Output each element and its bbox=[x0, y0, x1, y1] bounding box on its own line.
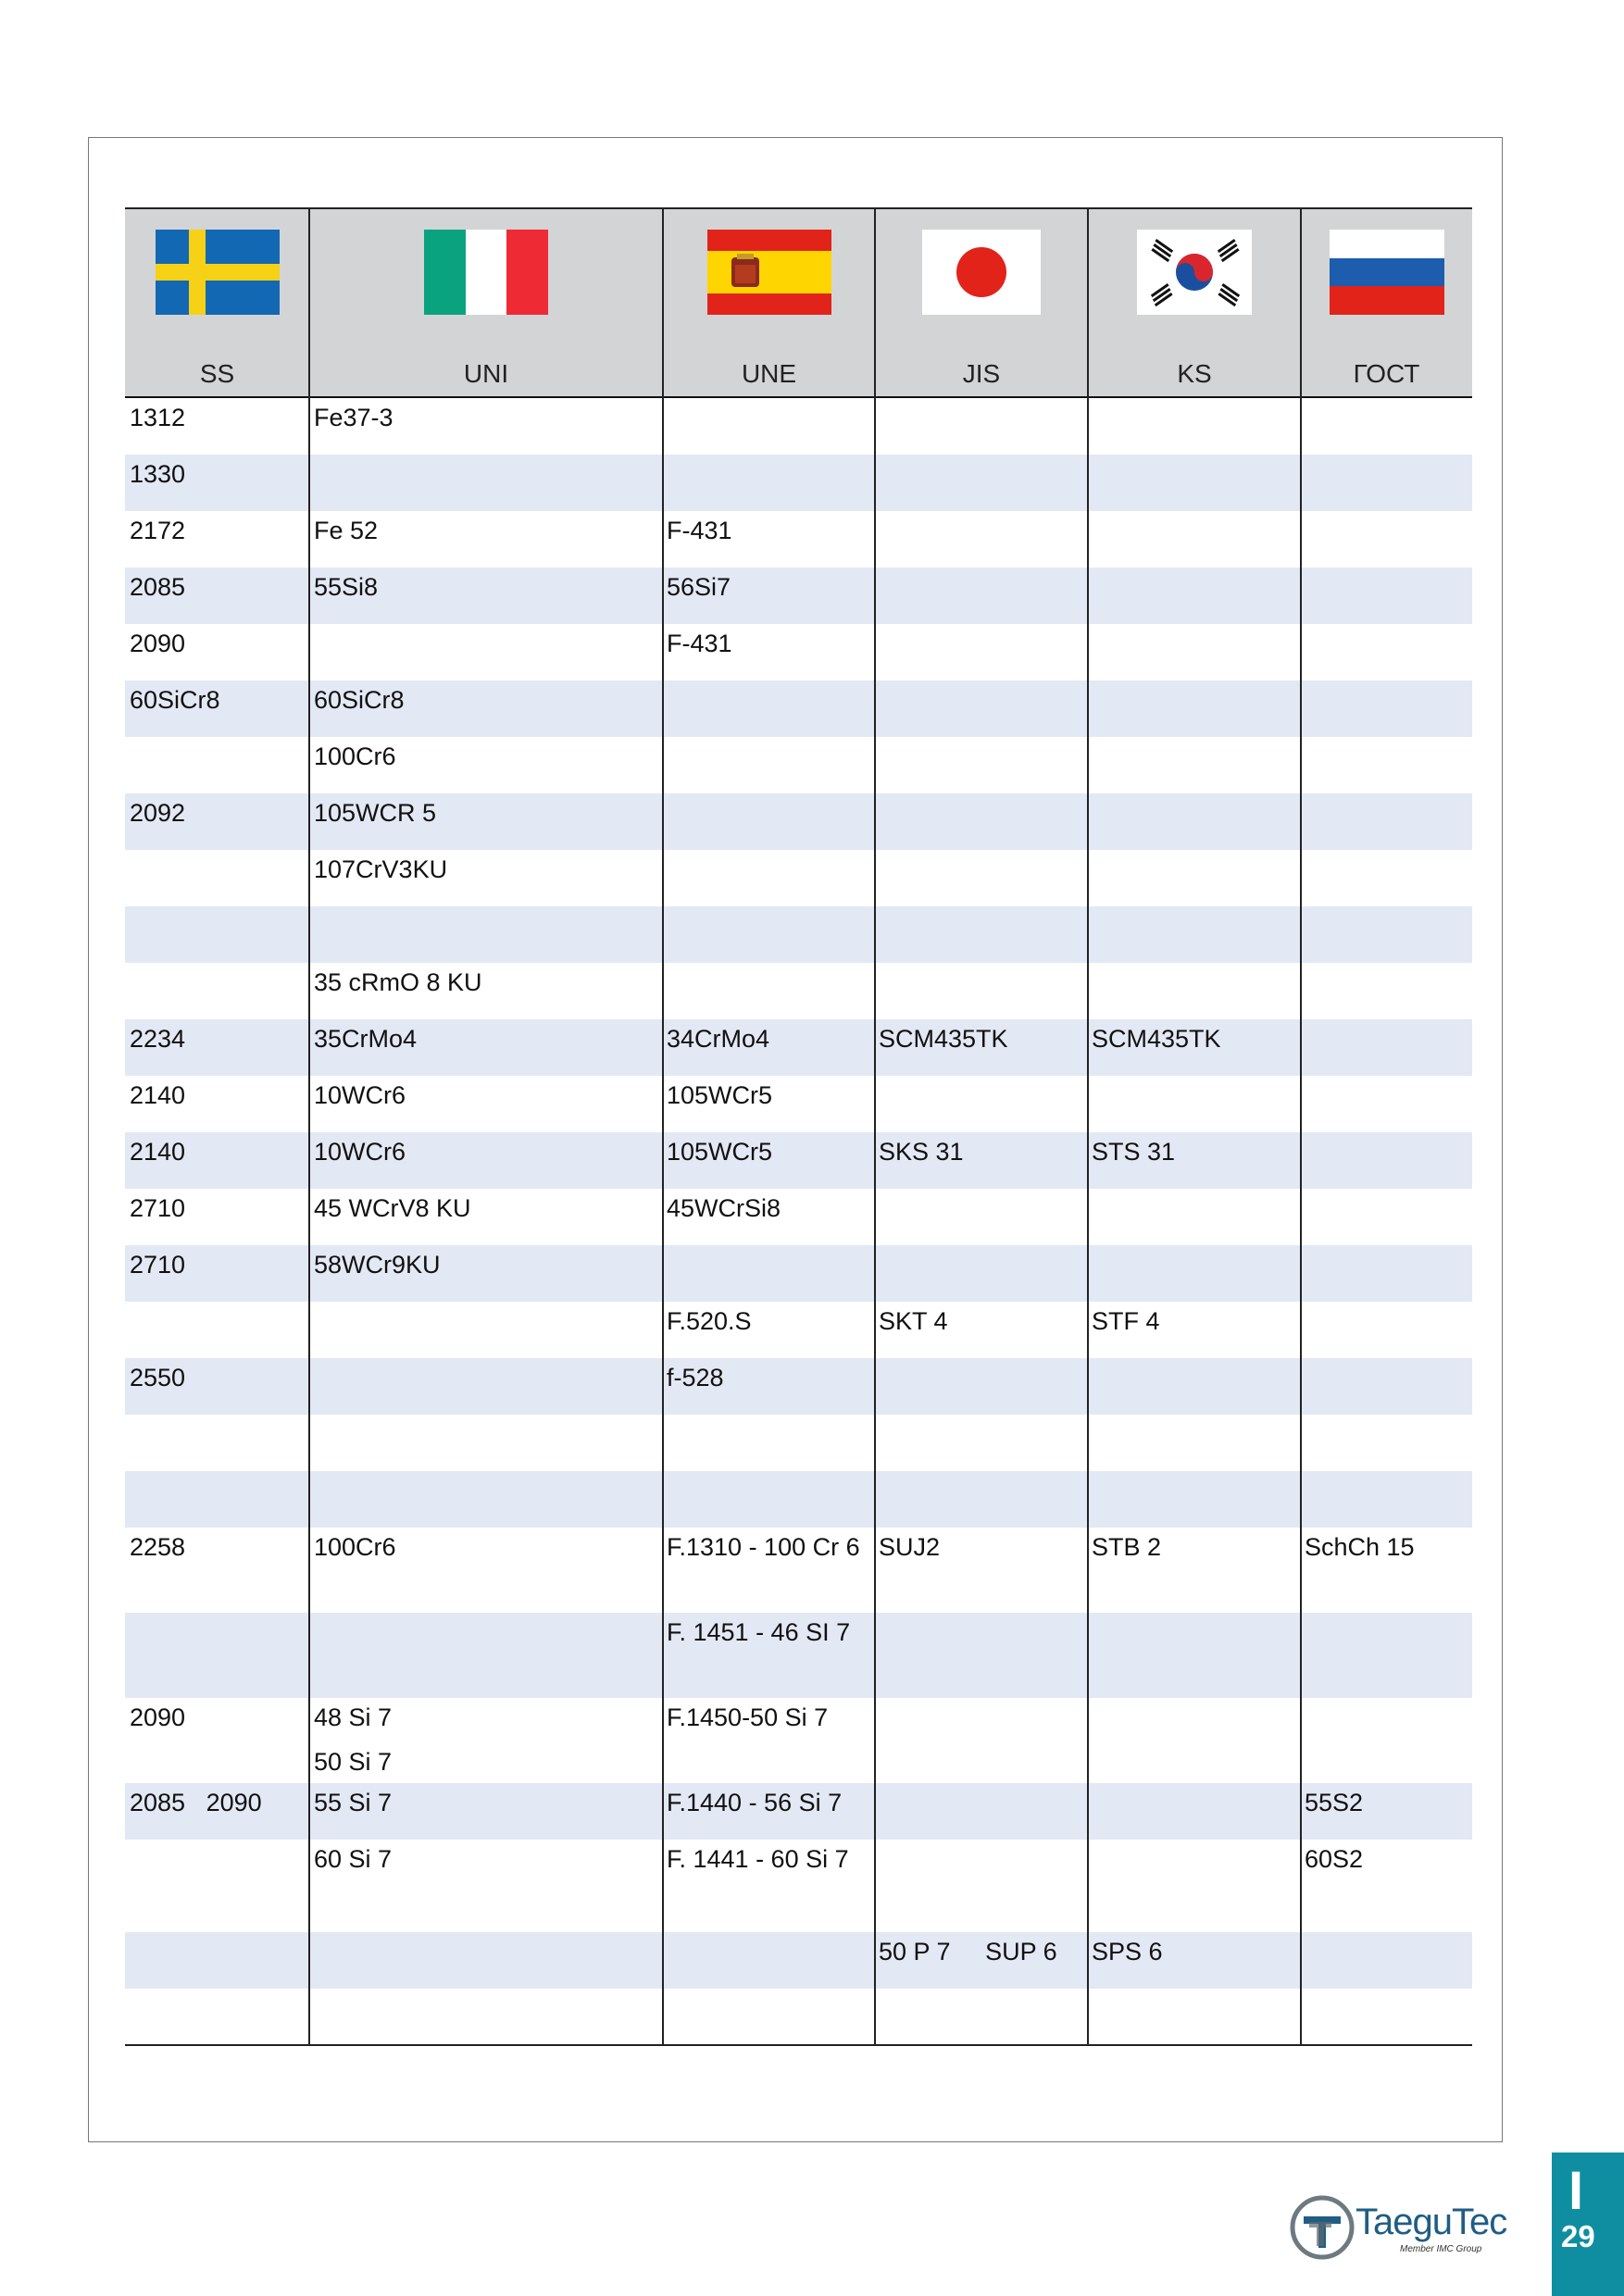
table-cell: F.1440 - 56 Si 7 bbox=[667, 1789, 843, 1816]
header-label-jis: JIS bbox=[962, 359, 1001, 388]
japan-flag-icon bbox=[922, 230, 1041, 315]
table-cell: 55Si8 bbox=[314, 573, 379, 601]
table-cell: STB 2 bbox=[1092, 1533, 1162, 1561]
taegutec-emblem-icon bbox=[1289, 2194, 1355, 2261]
table-cell: 60SiCr8 bbox=[314, 686, 405, 714]
table-cell: 2090 bbox=[130, 630, 186, 657]
table-cell: 2550 bbox=[130, 1364, 186, 1391]
logo-tagline: Member IMC Group bbox=[1400, 2244, 1482, 2254]
table-row bbox=[125, 398, 1472, 455]
table-row bbox=[125, 1189, 1472, 1245]
table-cell: 105WCR 5 bbox=[314, 799, 437, 827]
page-number: 29 bbox=[1561, 2219, 1595, 2253]
header-gost bbox=[1301, 209, 1472, 400]
table-cell: 100Cr6 bbox=[314, 742, 396, 770]
table-row bbox=[125, 963, 1472, 1019]
table-row bbox=[125, 1245, 1472, 1302]
table-row bbox=[125, 1302, 1472, 1358]
table-cell: 2092 bbox=[130, 799, 186, 827]
table-row bbox=[125, 680, 1472, 737]
table-cell: 2140 bbox=[130, 1138, 186, 1166]
table-row bbox=[125, 1932, 1472, 1989]
column-divider bbox=[874, 207, 876, 2046]
table-cell: 100Cr6 bbox=[314, 1533, 396, 1561]
table-cell: SCM435TK bbox=[879, 1025, 1008, 1053]
table-cell: 50 P 7 SUP 6 bbox=[879, 1938, 1057, 1965]
table-cell: 35 cRmO 8 KU bbox=[314, 968, 482, 996]
header-label-uni: UNI bbox=[463, 359, 509, 388]
table-cell-second-line: 50 Si 7 bbox=[314, 1748, 393, 1776]
table-cell: Fe 52 bbox=[314, 517, 379, 544]
table-cell: 2172 bbox=[130, 517, 186, 544]
table-cell: 60SiCr8 bbox=[130, 686, 220, 714]
table-cell: 2085 2090 bbox=[130, 1789, 262, 1816]
header-ss bbox=[125, 209, 309, 400]
table-cell: 2090 bbox=[130, 1703, 186, 1731]
table-cell: 105WCr5 bbox=[667, 1081, 773, 1109]
table-cell: F-431 bbox=[667, 517, 732, 544]
column-divider bbox=[308, 207, 310, 2046]
table-row bbox=[125, 1471, 1472, 1528]
table-row bbox=[125, 1783, 1472, 1840]
header-une bbox=[663, 209, 875, 400]
sweden-flag-icon bbox=[156, 230, 280, 315]
table-cell: F.1310 - 100 Cr 6 bbox=[667, 1533, 860, 1561]
table-cell: 2710 bbox=[130, 1194, 186, 1222]
table-cell: 105WCr5 bbox=[667, 1138, 773, 1166]
table-cell: SPS 6 bbox=[1092, 1938, 1163, 1965]
column-divider bbox=[1087, 207, 1089, 2046]
column-divider bbox=[1300, 207, 1302, 2046]
table-cell: F.1450-50 Si 7 bbox=[667, 1703, 829, 1731]
table-cell: 45 WCrV8 KU bbox=[314, 1194, 471, 1222]
korea-flag-icon bbox=[1137, 230, 1252, 315]
table-cell: STS 31 bbox=[1092, 1138, 1176, 1166]
table-row bbox=[125, 737, 1472, 793]
table-row bbox=[125, 1415, 1472, 1471]
table-cell: 10WCr6 bbox=[314, 1081, 406, 1109]
table-cell: 48 Si 7 bbox=[314, 1703, 393, 1731]
table-cell: 2234 bbox=[130, 1025, 186, 1053]
header-label-ss: SS bbox=[199, 359, 235, 388]
table-row bbox=[125, 906, 1472, 963]
table-row bbox=[125, 1840, 1472, 1932]
table-cell: F-431 bbox=[667, 630, 732, 657]
table-cell: f-528 bbox=[667, 1364, 724, 1391]
header-uni bbox=[309, 209, 663, 400]
table-cell: 34CrMo4 bbox=[667, 1025, 770, 1053]
table-cell: F. 1441 - 60 Si 7 bbox=[667, 1845, 849, 1873]
table-row bbox=[125, 511, 1472, 568]
spain-flag-icon bbox=[707, 230, 831, 315]
table-cell: Fe37-3 bbox=[314, 404, 394, 431]
table-cell: 2085 bbox=[130, 573, 186, 601]
table-cell: 2710 bbox=[130, 1251, 186, 1279]
table-cell: 35CrMo4 bbox=[314, 1025, 418, 1053]
table-cell: 2258 bbox=[130, 1533, 186, 1561]
table-cell: 60S2 bbox=[1305, 1845, 1364, 1873]
table-cell: 2140 bbox=[130, 1081, 186, 1109]
table-bottom-rule bbox=[125, 2044, 1472, 2046]
column-divider bbox=[662, 207, 664, 2046]
russia-flag-icon bbox=[1330, 230, 1444, 315]
page-tab bbox=[1552, 2152, 1624, 2296]
table-cell: SchCh 15 bbox=[1305, 1533, 1415, 1561]
table-row bbox=[125, 1358, 1472, 1415]
table-row bbox=[125, 1076, 1472, 1132]
table-cell: 45WCrSi8 bbox=[667, 1194, 781, 1222]
table-cell: 60 Si 7 bbox=[314, 1845, 393, 1873]
table-cell: 56Si7 bbox=[667, 573, 731, 601]
header-ks bbox=[1088, 209, 1301, 400]
table-row bbox=[125, 1698, 1472, 1783]
header-label-une: UNE bbox=[741, 359, 797, 388]
italy-flag-icon bbox=[424, 230, 548, 315]
section-letter: I bbox=[1568, 2161, 1584, 2221]
table-row bbox=[125, 1989, 1472, 2045]
header-label-ks: KS bbox=[1177, 359, 1212, 388]
table-cell: SCM435TK bbox=[1092, 1025, 1221, 1053]
table-row bbox=[125, 850, 1472, 906]
header-label-gost: ГОСТ bbox=[1353, 359, 1420, 388]
logo-wordmark: TaeguTec bbox=[1355, 2202, 1507, 2242]
table-row bbox=[125, 455, 1472, 511]
table-cell: F. 1451 - 46 SI 7 bbox=[667, 1618, 851, 1646]
table-cell: SUJ2 bbox=[879, 1533, 941, 1561]
table-cell: 55S2 bbox=[1305, 1789, 1364, 1816]
table-body bbox=[125, 398, 1472, 2046]
table-row bbox=[125, 1019, 1472, 1076]
table-header bbox=[125, 207, 1472, 398]
table-row bbox=[125, 1132, 1472, 1189]
table-row bbox=[125, 793, 1472, 850]
table-cell: 10WCr6 bbox=[314, 1138, 406, 1166]
table-row bbox=[125, 1613, 1472, 1698]
table-row bbox=[125, 1528, 1472, 1613]
table-cell: SKT 4 bbox=[879, 1307, 948, 1335]
table-cell: SKS 31 bbox=[879, 1138, 964, 1166]
table-row bbox=[125, 624, 1472, 680]
table-cell: F.520.S bbox=[667, 1307, 752, 1335]
table-cell: STF 4 bbox=[1092, 1307, 1160, 1335]
table-cell: 1312 bbox=[130, 404, 186, 431]
table-row bbox=[125, 568, 1472, 624]
table-cell: 1330 bbox=[130, 460, 186, 488]
table-cell: 107CrV3KU bbox=[314, 855, 448, 883]
table-cell: 55 Si 7 bbox=[314, 1789, 393, 1816]
header-jis bbox=[875, 209, 1088, 400]
taegutec-logo bbox=[1289, 2185, 1520, 2268]
table-cell: 58WCr9KU bbox=[314, 1251, 441, 1279]
